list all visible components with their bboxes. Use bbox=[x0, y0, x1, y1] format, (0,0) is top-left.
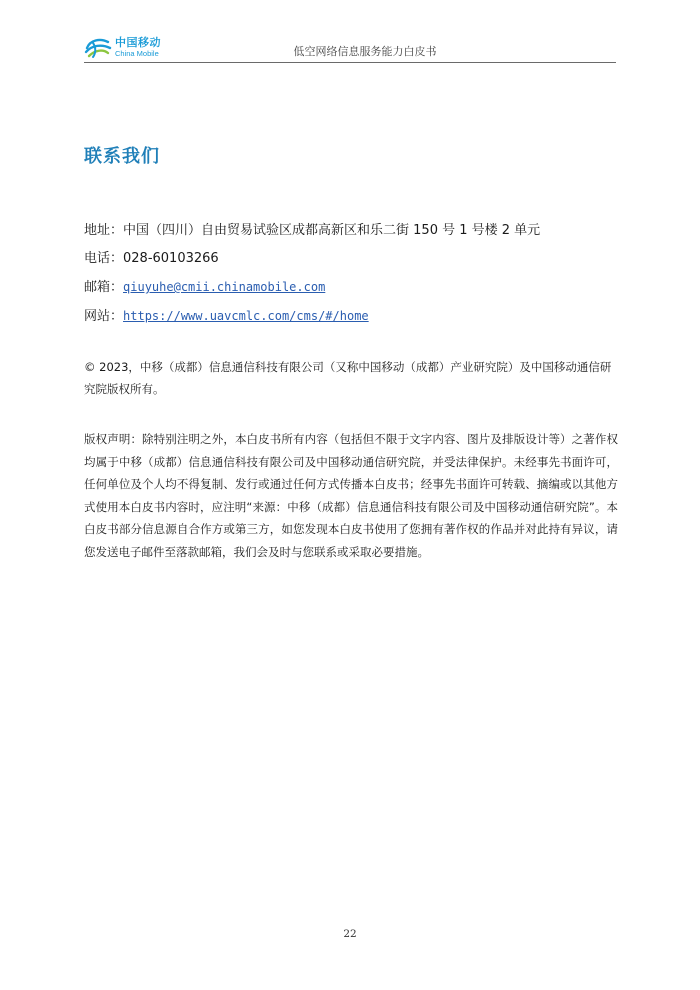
page-header bbox=[84, 32, 616, 63]
logo-chinese-text: 中国移动 bbox=[115, 35, 161, 49]
email-row bbox=[84, 273, 624, 302]
address-value: 中国（四川）自由贸易试验区成都高新区和乐二街 150 号 1 号楼 2 单元 bbox=[123, 223, 541, 238]
logo-english-text: China Mobile bbox=[115, 48, 159, 58]
phone-value: 028-60103266 bbox=[123, 251, 219, 266]
section-title: 联系我们 bbox=[84, 146, 160, 167]
phone-label: 电话： bbox=[84, 251, 124, 266]
website-label: 网站： bbox=[84, 309, 124, 324]
address-label: 地址： bbox=[84, 223, 124, 238]
website-link[interactable]: https://www.uavcmlc.com/cms/#/home bbox=[123, 309, 369, 323]
page-number: 22 bbox=[343, 928, 357, 940]
email-label: 邮箱： bbox=[84, 280, 124, 295]
copyright-statement: 版权声明：除特别注明之外，本白皮书所有内容（包括但不限于文字内容、图片及排版设计等）之著作权均属于中移（成都）信息通信科技有限公司及中国移动通信研究院，并受法律保护。未经事先书面许可，任何单位及个人均不得复制、发行或通过任何方式传播本白皮书；经事先书面许可转载、摘编或以其他方式使用本白皮书内容时，应注明“来源：中移（成都）信息通信科技有限公司及中国移动通信研究院”。本白皮书部分信息源自合作方或第三方，如您发现本白皮书使用了您拥有著作权的作品并对此持有异议，请您发送电子邮件至落款邮箱，我们会及时与您联系或采取必要措施。 bbox=[84, 432, 618, 559]
copyright-notice: © 2023，中移（成都）信息通信科技有限公司（又称中国移动（成都）产业研究院）及中国移动通信研究院版权所有。 bbox=[84, 360, 612, 396]
document-title: 低空网络信息服务能力白皮书 bbox=[293, 45, 437, 58]
phone-row bbox=[84, 245, 624, 273]
email-link[interactable]: qiuyuhe@cmii.chinamobile.com bbox=[123, 280, 326, 294]
contact-info bbox=[84, 217, 624, 331]
address-row bbox=[84, 217, 624, 245]
website-row bbox=[84, 302, 624, 331]
